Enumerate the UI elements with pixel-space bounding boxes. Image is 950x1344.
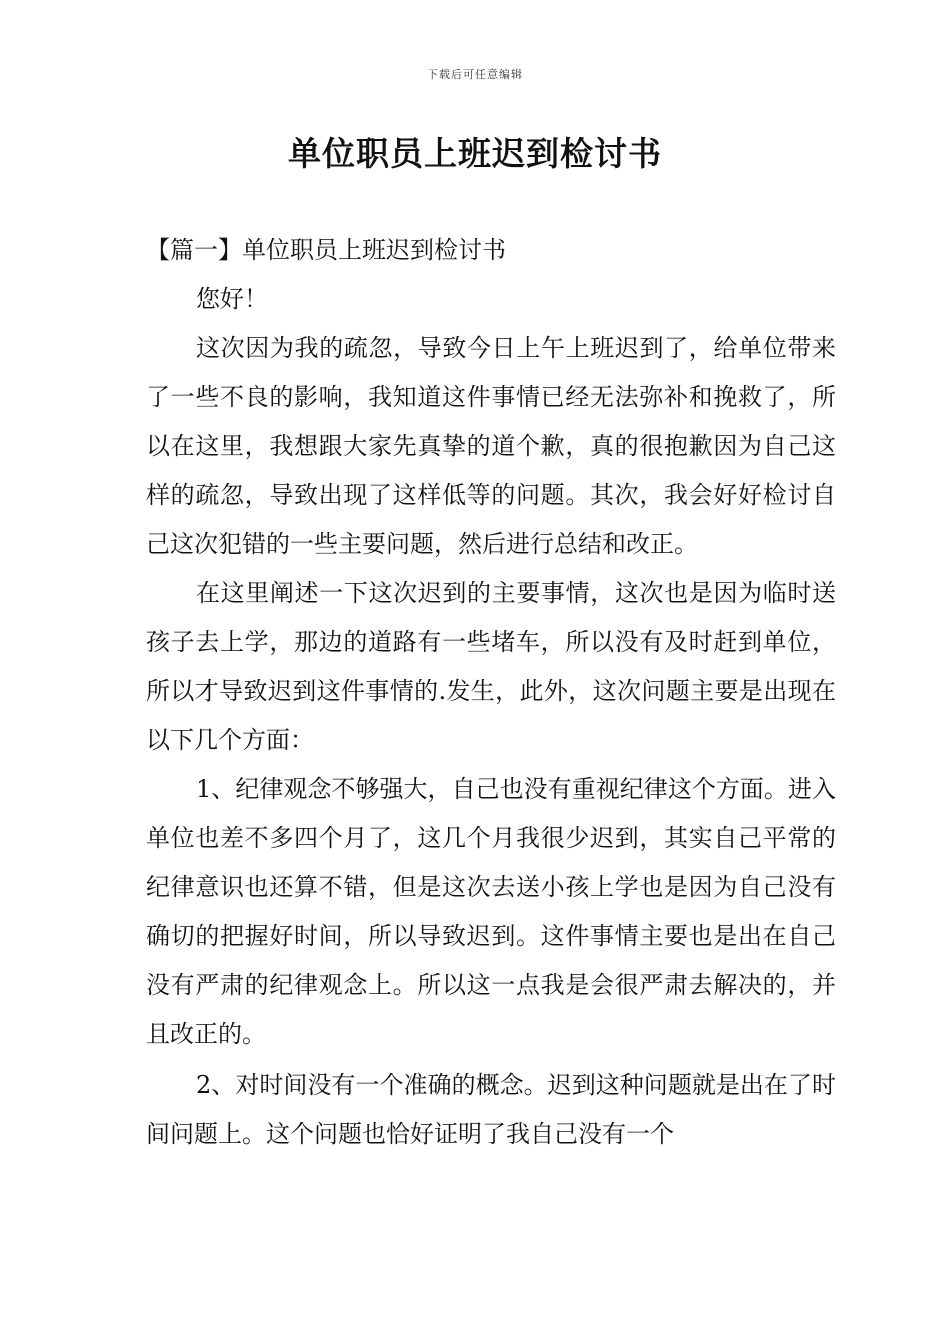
paragraph-4: 2、对时间没有一个准确的概念。迟到这种问题就是出在了时间问题上。这个问题也恰好证明了我自己没有一个 xyxy=(146,1071,836,1148)
paragraph-2: 在这里阐述一下这次迟到的主要事情，这次也是因为临时送孩子去上学，那边的道路有一些堵车，所以没有及时赶到单位，所以才导致迟到这件事情的.发生，此外，这次问题主要是出现在以下几个方面： xyxy=(146,579,836,754)
document-body xyxy=(146,226,836,1159)
paragraph-1: 这次因为我的疏忽，导致今日上午上班迟到了，给单位带来了一些不良的影响，我知道这件事情已经无法弥补和挽救了，所以在这里，我想跟大家先真挚的道个歉，真的很抱歉因为自己这样的疏忽，导致出现了这样低等的问题。其次，我会好好检讨自己这次犯错的一些主要问题，然后进行总结和改正。 xyxy=(146,334,836,558)
document-title: 单位职员上班迟到检讨书 xyxy=(288,134,662,173)
paragraph-3: 1、纪律观念不够强大，自己也没有重视纪律这个方面。进入单位也差不多四个月了，这几个月我很少迟到，其实自己平常的纪律意识也还算不错，但是这次去送小孩上学也是因为自己没有确切的把握好时间，所以导致迟到。这件事情主要也是出在自己没有严肃的纪律观念上。所以这一点我是会很严肃去解决的，并且改正的。 xyxy=(146,775,836,1048)
header-note: 下载后可任意编辑 xyxy=(427,68,523,81)
section-heading: 【篇一】单位职员上班迟到检讨书 xyxy=(146,236,506,264)
greeting: 您好！ xyxy=(196,285,268,313)
